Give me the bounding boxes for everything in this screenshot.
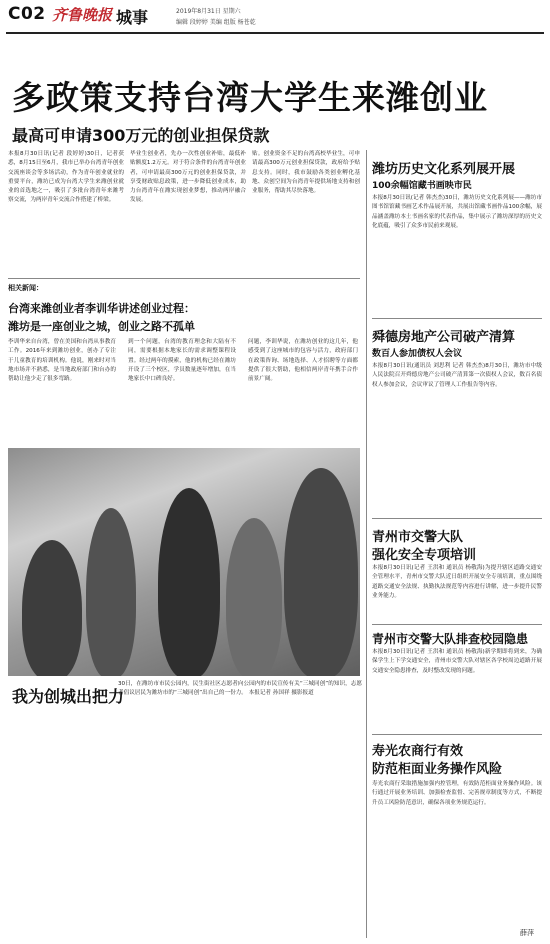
section-category: 城事 <box>116 8 149 27</box>
sidebar-story-2-title: 舜德房地产公司破产清算 <box>372 330 516 345</box>
photo-figure <box>284 468 358 676</box>
sidebar-story-4-body: 本报8月30日讯(记者 王洪和 通讯员 杨敬海)新学期即将到来，为确保学生上下学交通安全，青州市交警大队对辖区各学校周边道路开展交通安全隐患排查，及时整改发现的问题。 <box>372 649 542 674</box>
page-headline: 多政策支持台湾大学生来潍创业 <box>12 78 488 117</box>
photo-figure <box>226 518 282 676</box>
sidebar-story-1-body: 本报8月30日讯(记者 韩杰杰)30日，潍坊历史文化系列展——潍坊市图书馆馆藏书画艺术作品展开展，共展出馆藏书画作品100余幅，展品涵盖潍坊本土书画名家的代表作品，集中展示了潍坊深厚的历史文化底蕴，吸引了众多市民前来观展。 <box>372 195 542 229</box>
sidebar-story-5-author: 薛萍 <box>520 929 534 937</box>
newspaper-brand-logo: 齐鲁晚报 <box>52 6 113 24</box>
photo-feature-title: 我为创城出把力 <box>12 687 125 706</box>
photo-figure <box>86 508 136 676</box>
related-title-line-2: 潍坊是一座创业之城，创业之路不孤单 <box>8 320 195 333</box>
header-rule <box>6 32 544 34</box>
sidebar-story-2-subtitle: 数百人参加债权人会议 <box>372 349 463 359</box>
main-article-col-1: 本报8月30日讯(记者 段婷婷)30日，记者获悉，8月15日至6月，我市已举办台湾青年创业交流座谈会等多场活动，作为青年创业就业的重要平台，潍坊已成为台湾大学生来潍创业就业的首选地之一，吸引了多批台湾青年来潍考察交流，为两岸青年交流合作搭建了桥梁。 <box>8 151 124 204</box>
sidebar-story-3-title-line-2: 强化安全专项培训 <box>372 548 477 563</box>
main-article-col-3: 贴。创业资金不足的台湾高校毕业生，可申请最高300万元创业担保贷款，政府给予贴息支持。同时，我市鼓励各类创业孵化基地、众创空间为台湾青年提供场地支持和创业服务，帮助其尽快落地。 <box>252 151 360 195</box>
page-subhead: 最高可申请300万元的创业担保贷款 <box>12 126 270 145</box>
news-photo-volunteers <box>8 448 360 676</box>
related-col-2: 到一个问题，台湾的教育理念和大陆有不同，需要根据本地家长的需求调整课程设置。经过两年的摸索，他的机构已经在潍坊开设了三个校区，学员数量逐年增加，在当地家长中口碑良好。 <box>128 339 236 383</box>
related-col-1: 李训华来自台湾，曾在美国和台湾从事教育工作。2016年来到潍坊创业，创办了专注于儿童教育的培训机构。他说，刚来时对当地市场并不熟悉，是当地政府部门和台办的帮助让他少走了很多弯路。 <box>8 339 116 383</box>
photo-figure <box>158 488 220 676</box>
sidebar-story-4-title: 青州市交警大队排查校园隐患 <box>372 632 529 646</box>
sidebar-divider <box>372 624 542 625</box>
column-divider <box>366 150 367 938</box>
related-title-line-1: 台湾来潍创业者李训华讲述创业过程： <box>8 302 195 315</box>
sidebar-story-2-body: 本报8月30日讯(通讯员 刘思利 记者 韩杰杰)8月30日，潍坊市中级人民法院召开舜德房地产公司破产清算第一次债权人会议，数百名债权人参加会议，会议审议了管理人工作报告等内容。 <box>372 363 542 388</box>
section-code: C02 <box>8 4 46 24</box>
sidebar-divider <box>372 518 542 519</box>
sidebar-divider <box>372 734 542 735</box>
related-label: 相关新闻： <box>8 284 43 292</box>
editors-line: 编辑 段婷婷 美编 组版 杨苍乾 <box>176 19 256 26</box>
sidebar-story-3-title: 青州市交警大队 <box>372 530 464 545</box>
related-col-3: 问题，李训华说，在潍坊创业的这几年，他感受到了这座城市的包容与活力，政府部门在政策咨询、场地选择、人才招聘等方面都提供了很大帮助，他相信两岸青年携手合作前景广阔。 <box>248 339 358 383</box>
sidebar-story-1-title: 潍坊历史文化系列展开展 <box>372 162 516 177</box>
photo-figure <box>22 540 82 676</box>
sidebar-divider <box>372 318 542 319</box>
sidebar-story-3-body: 本报8月30日讯(记者 王洪和 通讯员 杨敬海)为提升辖区道路交通安全管理水平，青州市交警大队近日组织开展安全专项培训，重点围绕道路交通安全法规、执勤执法规范等内容进行讲解，进一步提升民警业务能力。 <box>372 565 542 599</box>
main-article-col-2: 毕业生创业者，先办一次性创业补贴，最低补贴额度1.2万元。对于符合条件的台湾青年创业者，可申请最高300万元的创业担保贷款，并享受财政贴息政策，进一步降低创业成本，助力台湾青年在潍实现创业梦想，推动两岸融合发展。 <box>130 151 246 204</box>
photo-caption: 30日，在潍坊市市民公园内，民生街社区志愿者向公园内的市民宣传有关“三城同创”的知识，志愿者倡议居民为潍坊市的“三城同创”出自己的一份力。 本报记者 孙国祥 摄影报道 <box>118 681 362 697</box>
sidebar-story-1-subtitle: 100余幅馆藏书画映市民 <box>372 181 472 191</box>
issue-date: 2019年8月31日 星期六 <box>176 8 241 15</box>
related-rule <box>8 278 360 279</box>
sidebar-story-5-title: 寿光农商行有效 <box>372 744 464 759</box>
sidebar-story-5-title-line-2: 防范柜面业务操作风险 <box>372 762 503 777</box>
sidebar-story-5-body: 寿光农商行采取措施加强内控管理，有效防范柜面业务操作风险。该行通过开展业务培训、加强检查监督、完善规章制度等方式，不断提升员工风险防范意识，确保各项业务规范运行。 <box>372 781 542 806</box>
